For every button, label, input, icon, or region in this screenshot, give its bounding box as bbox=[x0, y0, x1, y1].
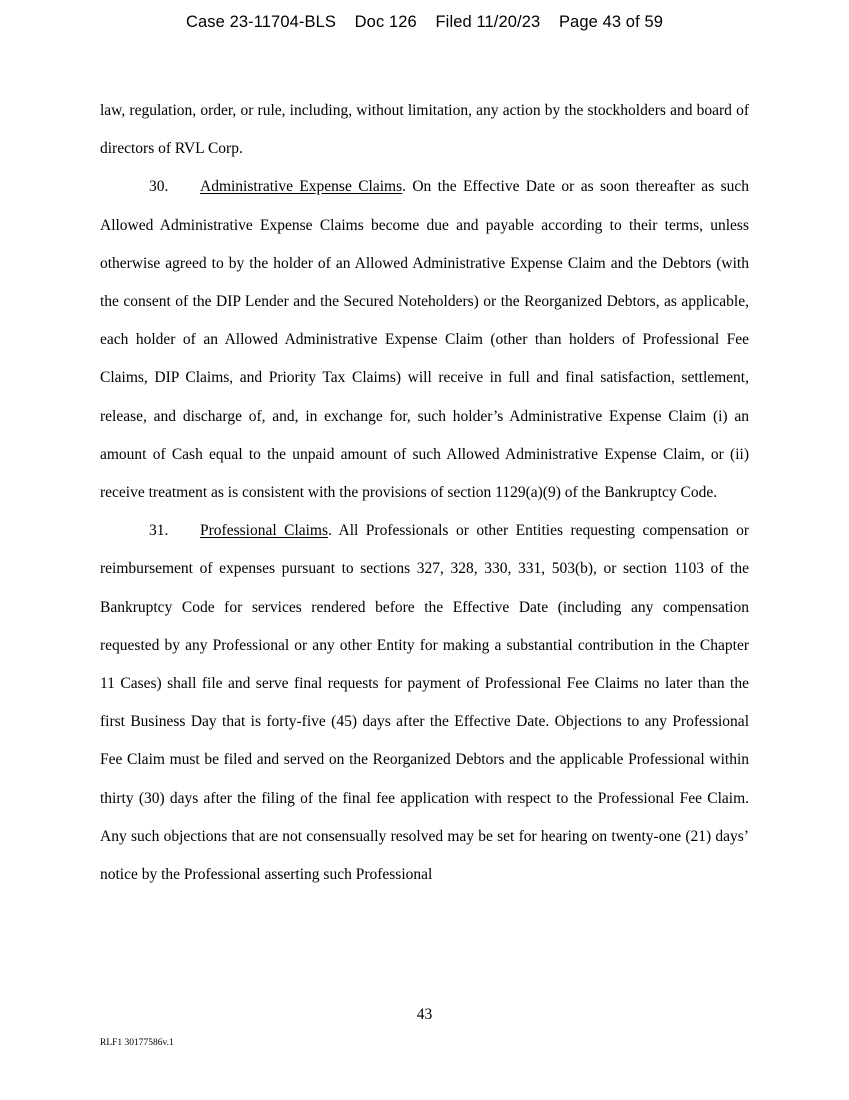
page-count: Page 43 of 59 bbox=[558, 13, 664, 31]
document-body bbox=[100, 92, 749, 894]
paragraph-text: . All Professionals or other Entities requesting compensation or reimbursement of expenses pursuant to sections 327, 328, 330, 331, 503(b), or section 1103 of the Bankruptcy Code for services rendered before the Effective Date (including any compensation requested by any Professional or any other Entity for making a substantial contribution in the Chapter 11 Cases) shall file and serve final requests for payment of Professional Fee Claims no later than the first Business Day that is forty-five (45) days after the Effective Date. Objections to any Professional Fee Claim must be filed and served on the Reorganized Debtors and the applicable Professional within thirty (30) days after the filing of the final fee application with respect to the Professional Fee Claim. Any such objections that are not consensually resolved may be set for hearing on twenty-one (21) days’ notice by the Professional asserting such Professional bbox=[100, 522, 749, 884]
section-heading: Professional Claims bbox=[200, 522, 329, 540]
docket-number: Doc 126 bbox=[354, 13, 417, 31]
section-heading: Administrative Expense Claims bbox=[200, 178, 403, 196]
paragraph-text: . On the Effective Date or as soon thereafter as such Allowed Administrative Expense Claims become due and payable according to their terms, unless otherwise agreed to by the holder of an Allowed Administrative Expense Claim and the Debtors (with the consent of the DIP Lender and the Secured Noteholders) or the Reorganized Debtors, as applicable, each holder of an Allowed Administrative Expense Claim (other than holders of Professional Fee Claims, DIP Claims, and Priority Tax Claims) will receive in full and final satisfaction, settlement, release, and discharge of, and, in exchange for, such holder’s Administrative Expense Claim (i) an amount of Cash equal to the unpaid amount of such Allowed Administrative Expense Claim, or (ii) receive treatment as is consistent with the provisions of section 1129(a)(9) of the Bankruptcy Code. bbox=[100, 178, 749, 502]
page-number: 43 bbox=[416, 1006, 433, 1023]
document-id: RLF1 30177586v.1 bbox=[100, 1038, 174, 1048]
court-filing-header bbox=[0, 13, 849, 32]
paragraph-number: 30. bbox=[149, 178, 169, 196]
paragraph-31 bbox=[100, 512, 749, 894]
filed-date: Filed 11/20/23 bbox=[435, 13, 541, 31]
case-number: Case 23-11704-BLS bbox=[185, 13, 336, 31]
continuation-paragraph: law, regulation, order, or rule, including, without limitation, any action by the stockholders and board of directors of RVL Corp. bbox=[100, 102, 749, 158]
paragraph-30 bbox=[100, 168, 749, 512]
paragraph-number: 31. bbox=[149, 522, 169, 540]
